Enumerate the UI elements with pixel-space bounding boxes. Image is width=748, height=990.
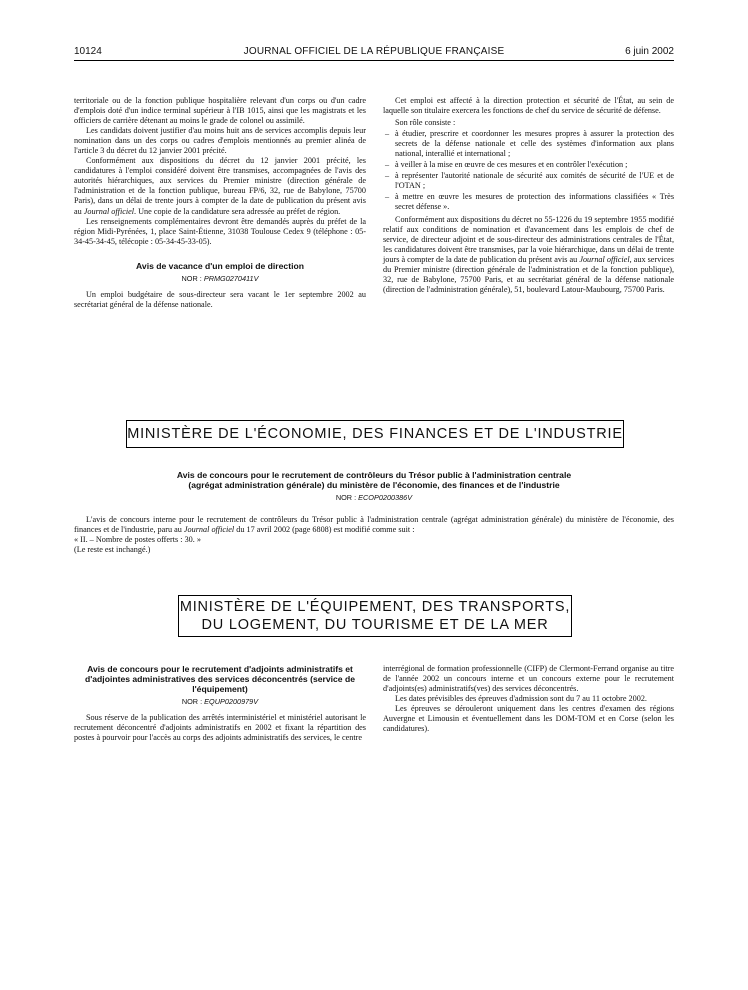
paragraph: Un emploi budgétaire de sous-directeur sera vacant le 1er septembre 2002 au secrétariat général de la défense nationale.: [74, 289, 366, 309]
paragraph: Cet emploi est affecté à la direction protection et sécurité de l'État, au sein de laquelle son titulaire exercera les fonctions de chef du service de sécurité de défense.: [383, 96, 674, 116]
paragraph: interrégional de formation professionnelle (CIFP) de Clermont-Ferrand organise au titre de l'année 2002 un concours interne et un concours externe pour le recrutement d'adjoints(es) administratifs(ves) des services déconcentrés.: [383, 664, 674, 694]
list-item: – à veiller à la mise en œuvre de ces mesures et en contrôler l'exécution ;: [383, 160, 674, 170]
concours-notice-tresor: [74, 470, 674, 508]
right-column: [383, 96, 674, 295]
tresor-notice-body: [74, 515, 674, 555]
ministry-heading-economy: MINISTÈRE DE L'ÉCONOMIE, DES FINANCES ET DE L'INDUSTRIE: [126, 420, 624, 448]
paragraph: Son rôle consiste :: [395, 118, 456, 128]
notice-title: Avis de concours pour le recrutement d'adjoints administratifs et d'adjointes administratives des services déconcentrés (service de l'équipement): [84, 664, 355, 694]
nor-reference: NOR : ECOP0200386V: [335, 493, 413, 502]
list-item: – à étudier, prescrire et coordonner les mesures propres à assurer la protection des secrets de la défense nationale et celle des systèmes d'information aux plans national, interallié et international ;: [383, 129, 674, 159]
page-number: 10124: [74, 46, 102, 57]
page-header: [74, 44, 674, 61]
paragraph: Les dates prévisibles des épreuves d'admission sont du 7 au 11 octobre 2002.: [395, 694, 647, 704]
left-column: [74, 96, 366, 310]
role-list: [383, 129, 674, 212]
paragraph: (Le reste est inchangé.): [74, 545, 151, 555]
list-item: – à mettre en œuvre les mesures de protection des informations classifiées « Très secret défense ».: [383, 192, 674, 212]
journal-title: JOURNAL OFFICIEL DE LA RÉPUBLIQUE FRANÇAISE: [243, 46, 505, 57]
issue-date: 6 juin 2002: [625, 46, 674, 57]
notice-title: Avis de concours pour le recrutement de contrôleurs du Trésor public à l'administration centrale (agrégat administration générale) du ministère de l'économie, des finances et de l'industrie: [176, 470, 572, 490]
nor-reference: NOR : PRMG0270411V: [181, 273, 259, 283]
list-item: – à représenter l'autorité nationale de sécurité aux comités de sécurité de l'UE et de l'OTAN ;: [383, 171, 674, 191]
equipment-left-column: [74, 664, 366, 743]
notice-title: Avis de vacance d'un emploi de direction: [136, 260, 304, 271]
paragraph: L'avis de concours interne pour le recrutement de contrôleurs du Trésor public à l'administration centrale (agrégat administration générale) du ministère de l'économie, des finances et de l'industrie, paru au Journal officiel du 17 avril 2002 (page 6808) est modifié comme suit :: [74, 515, 674, 535]
paragraph: Conformément aux dispositions du décret no 55-1226 du 19 septembre 1955 modifié relatif aux conditions de nomination et d'avancement dans les emplois de chef de service, de directeur adjoint et de sous-directeur des administrations centrales de l'État, les candidatures doivent être transmises, par la voie hiérarchique, dans un délai de trente jours à compter de la date de publication du présent avis au Journal officiel, aux services du Premier ministre (direction générale de l'administration et de la fonction publique), 32, rue de Babylone, 75700 Paris, et au secrétariat général de la défense nationale (direction de l'administration générale), 51, boulevard Latour-Maubourg, 75700 Paris.: [383, 214, 674, 294]
nor-reference: NOR : EQUP0200979V: [181, 697, 259, 706]
paragraph: Conformément aux dispositions du décret du 12 janvier 2001 précité, les candidatures à l'emploi considéré doivent être transmises, accompagnées de l'avis des autorités hiérarchiques, aux services du Premier ministre (direction générale de l'administration et de la fonction publique, bureau FP/6, 32, rue de Babylone, 75700 Paris), dans un délai de trente jours à compter de la date de publication du présent avis au Journal officiel. Une copie de la candidature sera adressée au préfet de région.: [74, 156, 366, 216]
equipment-right-column: [383, 664, 674, 734]
ministry-heading-equipment: MINISTÈRE DE L'ÉQUIPEMENT, DES TRANSPORTS, DU LOGEMENT, DU TOURISME ET DE LA MER: [178, 595, 572, 637]
paragraph: Les candidats doivent justifier d'au moins huit ans de services accomplis depuis leur nomination dans un des corps ou cadres d'emplois mentionnés au premier alinéa de l'article 3 du décret du 12 janvier 2001 précité.: [74, 126, 366, 156]
paragraph: Les renseignements complémentaires devront être demandés auprès du préfet de la région Midi-Pyrénées, 1, place Saint-Étienne, 31038 Toulouse Cedex 9 (téléphone : 05-34-45-34-45, télécopie : 05-34-45-33-05).: [74, 216, 366, 246]
paragraph: « II. – Nombre de postes offerts : 30. »: [74, 535, 201, 545]
paragraph: Sous réserve de la publication des arrêtés interministériel et ministériel autorisant le recrutement déconcentré d'adjoints administratifs en 2002 et fixant la répartition des postes à pourvoir pour l'accès au corps des adjoints administratifs des services, le centre: [74, 713, 366, 743]
paragraph: Les épreuves se dérouleront uniquement dans les centres d'examen des régions Auvergne et Limousin et éventuellement dans les DOM-TOM et en Corse (selon les candidatures).: [383, 704, 674, 734]
paragraph: territoriale ou de la fonction publique hospitalière relevant d'un corps ou d'un cadre d'emplois doté d'un indice terminal supérieur à l'IB 1015, ainsi que les magistrats et les officiers de carrière détenant au moins le grade de colonel ou assimilé.: [74, 96, 366, 126]
